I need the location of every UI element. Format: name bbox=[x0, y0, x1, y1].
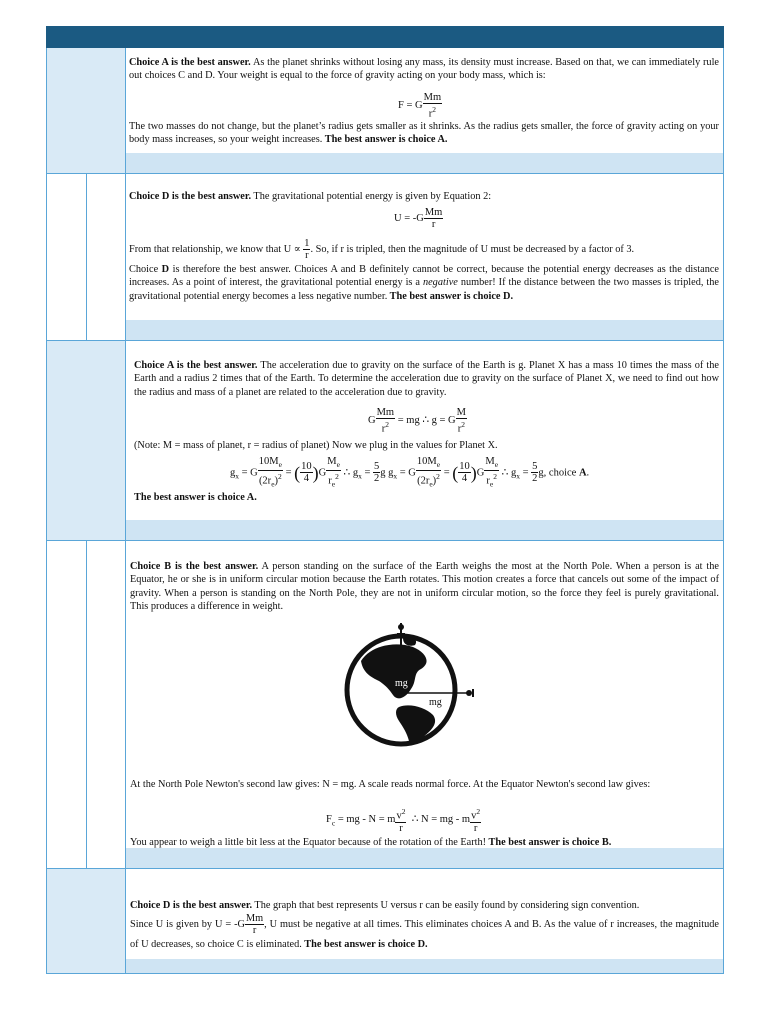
pole-person-icon bbox=[398, 624, 404, 630]
planet-x-equation: $g_x = G$ $\frac{10M_e}{(2r_e)^2}$ = ( $\frac{10}{4}$ )G $\frac{M_e}{r_e^2}$ ∴ $g_x$ = $\frac{5}{2}$ g $g_x = G$ $\frac{10M_e}{(2r_e)^2}$ = ( $\frac{10}{4}$ )G $\frac{M_e}{r_e^2}$ ∴ $g_x$ = $\frac{5}{2}$ g, choice A. bbox=[230, 456, 590, 489]
answer-letter-cell bbox=[86, 48, 126, 173]
explanation-text: Choice A is the best answer. As the planet shrinks without losing any mass, its density must increase. Based on that, we can immediately rule out choices C and D. Your weight is equal to the force of gravity acting on your body mass, which is: bbox=[129, 57, 720, 82]
explanation-conclusion: Choice D is therefore the best answer. Choices A and B definitely cannot be correct, because the potential energy decreases as the distance increases. As a point of interest, the gravitational potential energy is a negative number! If the distance between the two masses is tripled, the gravitational potential energy becomes a less negative number. The best answer is choice D. bbox=[129, 264, 719, 302]
answer-table bbox=[46, 48, 724, 974]
explanation-cell bbox=[126, 48, 723, 173]
answer-heading: Choice A is the best answer. bbox=[129, 57, 251, 68]
question-number-cell bbox=[47, 48, 87, 173]
earth-diagram bbox=[341, 623, 501, 753]
force-equation: F = G $\frac{Mm}{r^2}$ bbox=[398, 92, 442, 120]
explanation-text: Choice D is the best answer. The graph that best represents U versus r can be easily found by considering sign convention. bbox=[130, 900, 640, 911]
explanation-text: Choice B is the best answer. A person standing on the surface of the Earth weighs the most at the North Pole. When a person is at the Equator, he or she is in uniform circular motion because the Earth rotates. This motion creates a force that cancels out some of the impact of gravity. When a person is standing on the North Pole, they are not in uniform circular motion, so the force they feel is purely gravitational. This produces a difference in weight. bbox=[130, 561, 719, 613]
explanation-conclusion: You appear to weigh a little bit less at the Equator because of the rotation of the Earth! The best answer is choice B. bbox=[130, 837, 612, 848]
question-number-cell bbox=[47, 869, 87, 973]
explanation-cell bbox=[126, 341, 723, 540]
row-separator-band bbox=[126, 848, 723, 868]
explanation-conclusion: Since U is given by U = -G $\frac{Mm}{r}$ , U must be negative at all times. This eliminates choices A and B. As the value of r increases, the magnitude of U decreases, so choice C is eliminated. The best answer is choice D. bbox=[130, 913, 719, 950]
answer-row-1 bbox=[46, 48, 724, 174]
equator-force-equation: $F_c$ = mg - N = m $\frac{v^2}{r}$ ∴ N = mg - m $\frac{v^2}{r}$ bbox=[326, 807, 481, 834]
answer-row-4 bbox=[46, 541, 724, 869]
question-number-cell bbox=[47, 541, 87, 868]
row-separator-band bbox=[126, 320, 723, 340]
note-text: (Note: M = mass of planet, r = radius of planet) Now we plug in the values for Planet X. bbox=[134, 440, 498, 451]
row-separator-band bbox=[126, 959, 723, 973]
pole-scale-icon bbox=[397, 633, 405, 638]
answer-letter-cell bbox=[86, 869, 126, 973]
question-number-cell bbox=[47, 174, 87, 340]
table-header-bar bbox=[46, 26, 724, 48]
explanation-conclusion: The best answer is choice A. bbox=[134, 492, 257, 503]
row-separator-band bbox=[126, 153, 723, 173]
answer-letter-cell bbox=[86, 341, 126, 540]
explanation-text: Choice D is the best answer. The gravitational potential energy is given by Equation 2: bbox=[129, 191, 492, 202]
newton-law-text: At the North Pole Newton's second law gives: N = mg. A scale reads normal force. At the Equator Newton's second law gives: bbox=[130, 779, 651, 790]
answer-row-2 bbox=[46, 174, 724, 341]
equator-mg-label: mg bbox=[429, 697, 442, 708]
equator-person-icon bbox=[466, 690, 472, 696]
explanation-cell bbox=[126, 174, 723, 340]
explanation-text: Choice A is the best answer. The acceleration due to gravity on the surface of the Earth is g. Planet X has a mass 10 times the mass of the Earth and a radius 2 times that of the Earth. To determine the acceleration due to gravity on the surface of Planet X, we need to find out how the radius and mass of a planet are related to the acceleration due to gravity. bbox=[134, 360, 719, 398]
potential-energy-equation: U = -G $\frac{Mm}{r}$ bbox=[394, 207, 443, 230]
answer-letter-cell bbox=[86, 541, 126, 868]
explanation-cell bbox=[126, 869, 723, 973]
row-separator-band bbox=[126, 520, 723, 540]
question-number-cell bbox=[47, 341, 87, 540]
answer-letter-cell bbox=[86, 174, 126, 340]
answer-row-5 bbox=[46, 869, 724, 974]
explanation-conclusion: The two masses do not change, but the planet’s radius gets smaller as it shrinks. As the radius gets smaller, the force of gravity acting on your body mass increases, so your weight increases. The best answer is choice A. bbox=[129, 121, 719, 146]
gravity-equation: G $\frac{Mm}{r^2}$ = mg ∴ g = G $\frac{M}{r^2}$ bbox=[368, 407, 466, 435]
pole-mg-label: mg bbox=[395, 678, 408, 689]
answer-row-3 bbox=[46, 341, 724, 541]
explanation-cell bbox=[126, 541, 723, 868]
proportionality-text: From that relationship, we know that U ∝ $\frac{1}{r}$ . So, if r is tripled, then the magnitude of U must be decreased by a factor of 3. bbox=[129, 238, 635, 261]
